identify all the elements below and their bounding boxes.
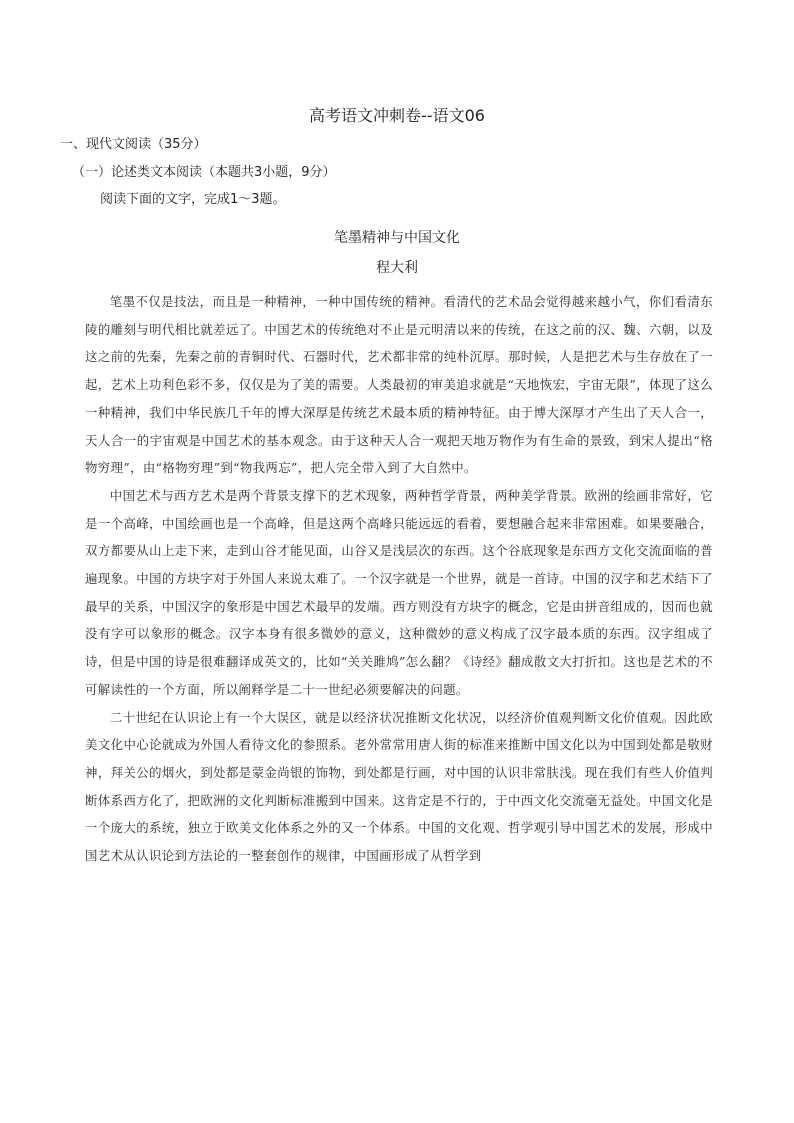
reading-instruction: 阅读下面的文字，完成1～3题。 bbox=[100, 192, 286, 207]
article-paragraph: 笔墨不仅是技法，而且是一种精神，一种中国传统的精神。看清代的艺术品会觉得越来越小气，你们看清东陵的雕刻与明代相比就差远了。中国艺术的传统绝对不止是元明清以来的传统，在这之前的汉、魏、六朝，以及这之前的先秦，先秦之前的青铜时代、石器时代，艺术都非常的纯朴沉厚。那时候，人是把艺术与生存放在了一起，艺术上功利色彩不多，仅仅是为了美的需要。人类最初的审美追求就是“天地恢宏，宇宙无限”，体现了这么一种精神，我们中华民族几千年的博大深厚是传统艺术最本质的精神特征。由于博大深厚才产生出了天人合一，天人合一的宇宙观是中国艺术的基本观念。由于这种天人合一观把天地万物作为有生命的景致，到宋人提出“格物穷理”，由“格物穷理”到“物我两忘”，把人完全带入到了大自然中。 bbox=[85, 294, 713, 476]
article-author: 程大利 bbox=[376, 260, 418, 276]
article-body bbox=[85, 288, 713, 870]
document-title: 高考语文冲刺卷--语文06 bbox=[309, 106, 485, 125]
article-title: 笔墨精神与中国文化 bbox=[334, 230, 460, 246]
section-heading: 一、现代文阅读（35分） bbox=[60, 137, 207, 152]
article-paragraph: 中国艺术与西方艺术是两个背景支撑下的艺术现象，两种哲学背景，两种美学背景。欧洲的绘画非常好，它是一个高峰，中国绘画也是一个高峰，但是这两个高峰只能远远的看着，要想融合起来非常困难。如果要融合，双方都要从山上走下来，走到山谷才能见面，山谷又是浅层次的东西。这个谷底现象是东西方文化交流面临的普遍现象。中国的方块字对于外国人来说太难了。一个汉字就是一个世界，就是一首诗。中国的汉字和艺术结下了最早的关系，中国汉字的象形是中国艺术最早的发端。西方则没有方块字的概念，它是由拼音组成的，因而也就没有字可以象形的概念。汉字本身有很多微妙的意义，这种微妙的意义构成了汉字最本质的东西。汉字组成了诗，但是中国的诗是很难翻译成英文的，比如“关关雎鸠”怎么翻？《诗经》翻成散文大打折扣。这也是艺术的不可解读性的一个方面，所以阐释学是二十一世纪必须要解决的问题。 bbox=[85, 487, 713, 697]
article-paragraph: 二十世纪在认识论上有一个大误区，就是以经济状况推断文化状况，以经济价值观判断文化价值观。因此欧美文化中心论就成为外国人看待文化的参照系。老外常常用唐人街的标准来推断中国文化以为中国到处都是敬财神，拜关公的烟火，到处都是蒙金尚银的饰物，到处都是行画，对中国的认识非常肤浅。现在我们有些人价值判断体系西方化了，把欧洲的文化判断标准搬到中国来。这肯定是不行的，于中西文化交流毫无益处。中国文化是一个庞大的系统，独立于欧美文化体系之外的又一个体系。中国的文化观、哲学观引导中国艺术的发展，形成中国艺术从认识论到方法论的一整套创作的规律，中国画形成了从哲学到 bbox=[85, 709, 713, 864]
subsection-heading: （一）论述类文本阅读（本题共3小题，9分） bbox=[72, 165, 336, 180]
